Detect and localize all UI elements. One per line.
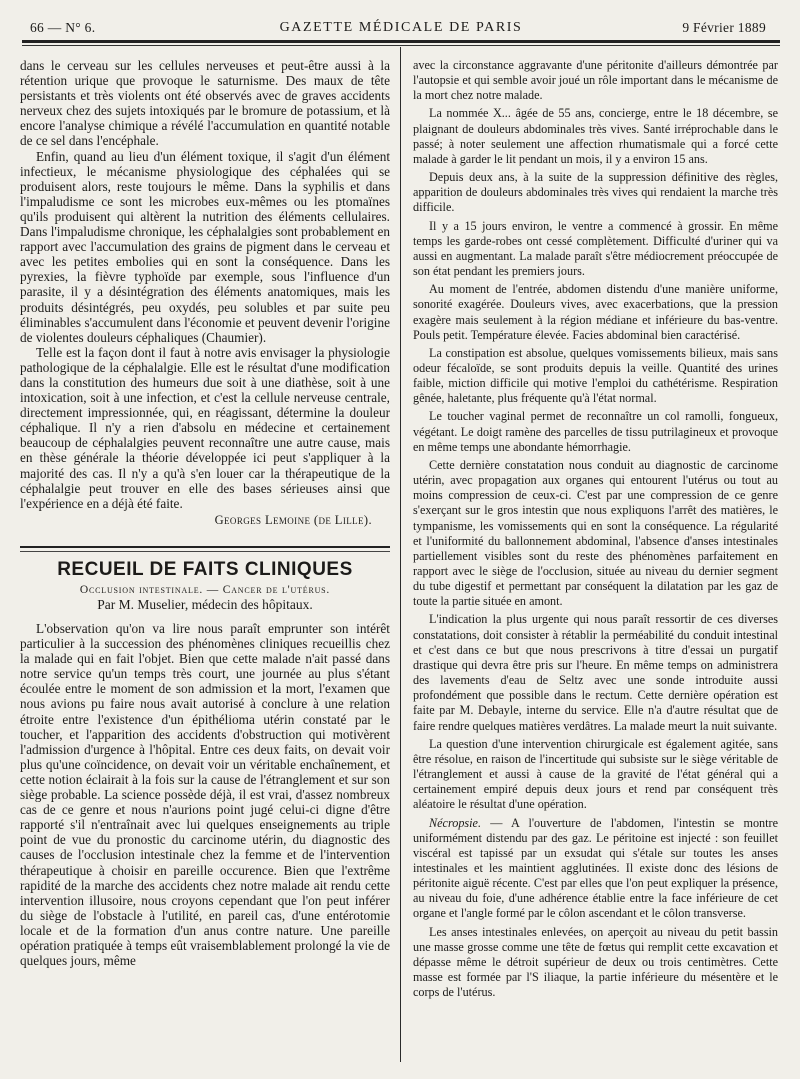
- header-rule-thin: [22, 45, 780, 46]
- paragraph: Depuis deux ans, à la suite de la suppression définitive des règles, apparition de douleurs abdominales très vives qui rendaient la marche très difficile.: [413, 170, 778, 215]
- paragraph: Cette dernière constatation nous conduit au diagnostic de carcinome utérin, avec propagation aux organes qui entourent l'utérus ou tout au moins compression de ceux-ci. C'est par une compression de ce genre s'exerçant sur le gros intestin que nous expliquons l'arrêt des matières, le tympanisme, les vomissements qui en sont la conséquence. La régularité et l'uniformité du ballonnement abdominal, l'absence d'anses intestinales partiellement visibles sont du reste des phénomènes parfaitement en rapport avec le siège de l'occlusion, située au niveau du dernier segment du tube digestif et permettant par conséquent la dilatation par les gaz de toute la partie située en amont.: [413, 457, 778, 609]
- paragraph: Il y a 15 jours environ, le ventre a commencé à grossir. En même temps les garde-robes ont cessé complètement. Difficulté d'uriner qui va aussi en augmentant. La malade paraît s'être médiocrement préoccupée de son état pendant les premiers jours.: [413, 218, 778, 279]
- paragraph: avec la circonstance aggravante d'une péritonite d'ailleurs démontrée par l'autopsie et qui semble avoir joué un rôle important dans le mécanisme de la mort chez notre malade.: [413, 58, 778, 103]
- author-signature: Georges Lemoine (de Lille).: [214, 512, 372, 527]
- necropsie-label: Nécropsie.: [429, 815, 482, 830]
- paragraph: L'indication la plus urgente qui nous paraît ressortir de ces diverses constatations, doit consister à rétablir la perméabilité du conduit intestinal et c'est dans ce but que nous prescrivons à titre d'essai un purgatif drastique qui devra être pris sur l'heure. En même temps on administrera des lavements d'eau de Seltz avec une sonde introduite aussi profondément que possible dans le rectum. Cette dernière opération est faite par M. Debayle, interne du service. Elle n'a d'autre résultat que de faire rendre quelques matières verdâtres. La malade meurt la nuit suivante.: [413, 612, 778, 733]
- article-subtitle: Occlusion intestinale. — Cancer de l'utérus.: [79, 584, 331, 596]
- right-column: [413, 58, 778, 1003]
- section-rule-thin: [20, 551, 390, 552]
- header-rule-thick: [22, 40, 780, 43]
- page-number: 66 — N° 6.: [30, 20, 96, 35]
- paragraph: La constipation est absolue, quelques vomissements bilieux, mais sans odeur fécaloïde, se sont produits depuis la veille. Quantité des urines faible, miction difficile qui motive l'emploi du cathétérisme. Respiration gênée, haletante, plus fréquente qu'à l'état normal.: [413, 345, 778, 406]
- paragraph: dans le cerveau sur les cellules nerveuses et peut-être aussi à la rétention urique que provoque le saturnisme. Des maux de tête persistants et très violents ont été observés avec de graves accidents nerveux chez des sujets intoxiqués par le bromure de potassium, et là encore l'analyse chimique a révélé l'accumulation en quantité notable de ce sel dans l'encéphale.: [20, 58, 390, 149]
- article-author: Par M. Muselier, médecin des hôpitaux.: [97, 597, 313, 612]
- column-divider: [400, 47, 401, 1062]
- journal-title: GAZETTE MÉDICALE DE PARIS: [279, 20, 523, 35]
- issue-date: 9 Février 1889: [682, 20, 766, 35]
- section-title: RECUEIL DE FAITS CLINIQUES: [57, 558, 353, 580]
- paragraph: Telle est la façon dont il faut à notre avis envisager la physiologie pathologique de la céphalalgie. Elle est le résultat d'une modification dans la constitution des humeurs due soit à une diathèse, soit à une intoxication, soit à une infection, et c'est la cellule nerveuse centrale, directement impressionnée, qui, en réagissant, détermine la douleur céphalique. Il n'y a rien d'absolu en médecine et certainement beaucoup de céphalalgies peuvent reconnaître une autre cause, mais en thèse générale la théorie développée ici peut s'appliquer à la majorité des cas. Il n'y a qu'à s'en louer car la thérapeutique de la céphalalgie peut trouver en elle des bases sérieuses ainsi que l'expérience en a déjà été faite.: [20, 344, 390, 511]
- paragraph: Au moment de l'entrée, abdomen distendu d'une manière uniforme, sonorité exagérée. Douleurs vives, avec exacerbations, que la pression exagère mais seulement à la région médiane et inférieure du bas-ventre. Pouls petit. Température élevée. Facies abdominal bien caractérisé.: [413, 282, 778, 342]
- paragraph: La nommée X... âgée de 55 ans, concierge, entre le 18 décembre, se plaignant de douleurs abdominales très vives. Santé irréprochable dans le passé; à noter seulement une affection rhumatismale qui a forcé cette malade à garder le lit pendant un mois, il y a environ 15 ans.: [413, 106, 778, 166]
- necropsie-text: — A l'ouverture de l'abdomen, l'intestin se montre uniformément distendu par des gaz. Le péritoine est injecté : son feuillet viscéral est tapissé par un exsudat qui s'étale sur toutes les anses intestinales et les maintient agglutinées. Il existe donc des lésions de péritonite aiguë récente. C'est par elles que l'on peut expliquer la présence, au niveau du foie, d'une adhérence établie entre la face inférieure de cet organe et l'angle formé par le côlon ascendant et le côlon transverse.: [413, 815, 778, 921]
- page-header: [22, 20, 780, 42]
- left-column: [20, 58, 390, 968]
- paragraph: Les anses intestinales enlevées, on aperçoit au niveau du petit bassin une masse grosse comme une tête de fœtus qui remplit cette excavation et dépasse même le détroit supérieur de deux ou trois centimètres. Cette masse est formée par l'S iliaque, la partie inférieure du mésentère et le corps de l'utérus.: [413, 924, 778, 1000]
- paragraph-necropsie: [413, 816, 778, 922]
- paragraph: Le toucher vaginal permet de reconnaître un col ramolli, fongueux, végétant. Le doigt ramène des parcelles de tissu putrilagineux et provoque en même temps une abondante hémorrhagie.: [413, 409, 778, 454]
- section-rule-thick: [20, 546, 390, 548]
- paragraph: Enfin, quand au lieu d'un élément toxique, il s'agit d'un élément infectieux, le mécanisme physiologique des céphalées qui se produisent alors, reste toujours le même. Dans la syphilis et dans l'impaludisme ce sont les microbes eux-mêmes ou les ptomaïnes qu'ils produisent qui altèrent la nutrition des éléments cellulaires. Dans l'impaludisme chronique, les céphalalgies sont probablement en rapport avec l'accumulation des grains de pigment dans le cerveau et avec les petites embolies qui en sont la conséquence. Dans les pyrexies, la fièvre typhoïde par exemple, sous l'influence d'un parasite, il y a désintégration des éléments anatomiques, mais les produits désintégrés, peu oxydés, peu solubles et par suite peu éliminables s'accumulent dans l'économie et peuvent devenir l'origine de violentes douleurs céphaliques (Chaumier).: [20, 148, 390, 345]
- paragraph: L'observation qu'on va lire nous paraît emprunter son intérêt particulier à la succession des phénomènes cliniques recueillis chez la malade qui en fait l'objet. Bien que cette malade n'ait passé dans notre service qu'un temps très court, une journée au plus s'étant écoulée entre le moment de son admission et la mort, l'examen que nous avions pu faire nous avait autorisé à conclure à une relation étroite entre l'existence d'un épithélioma utérin constaté par le toucher, et l'apparition des accidents d'obstruction qui motivèrent l'admission d'urgence à l'hôpital. Entre ces deux faits, on devait voir plus qu'une coïncidence, on devait voir un véritable enchaînement, et cette notion éclairait à la fois sur la cause de l'étranglement et sur son siège probable. La science possède déjà, il est vrai, d'assez nombreux cas de ce genre et nous n'aurions point jugé celui-ci digne d'être rapporté s'il n'entraînait avec lui quelques enseignements au triple point de vue du pronostic du carcinome utérin, du diagnostic des causes de l'occlusion intestinale chez la femme et de l'intervention thérapeutique à choisir en pareille occurence. Bien que l'extrême rapidité de la marche des accidents chez notre malade ait rendu cette intervention illusoire, nous croyons cependant que l'on peut inférer du siège de l'obstacle à l'utilité, en pareil cas, d'une entérotomie locale et de la formation d'un anus contre nature. Une pareille opération pratiquée à temps eût vraisemblablement prolongé la vie de quelques jours, même: [20, 621, 390, 969]
- paragraph: La question d'une intervention chirurgicale est également agitée, sans être résolue, en raison de l'incertitude qui subsiste sur le siège véritable de l'étranglement et aussi à cause de la gravité de l'état général qui a certainement empiré depuis deux jours et rend par conséquent très aléatoire le résultat d'une opération.: [413, 736, 778, 812]
